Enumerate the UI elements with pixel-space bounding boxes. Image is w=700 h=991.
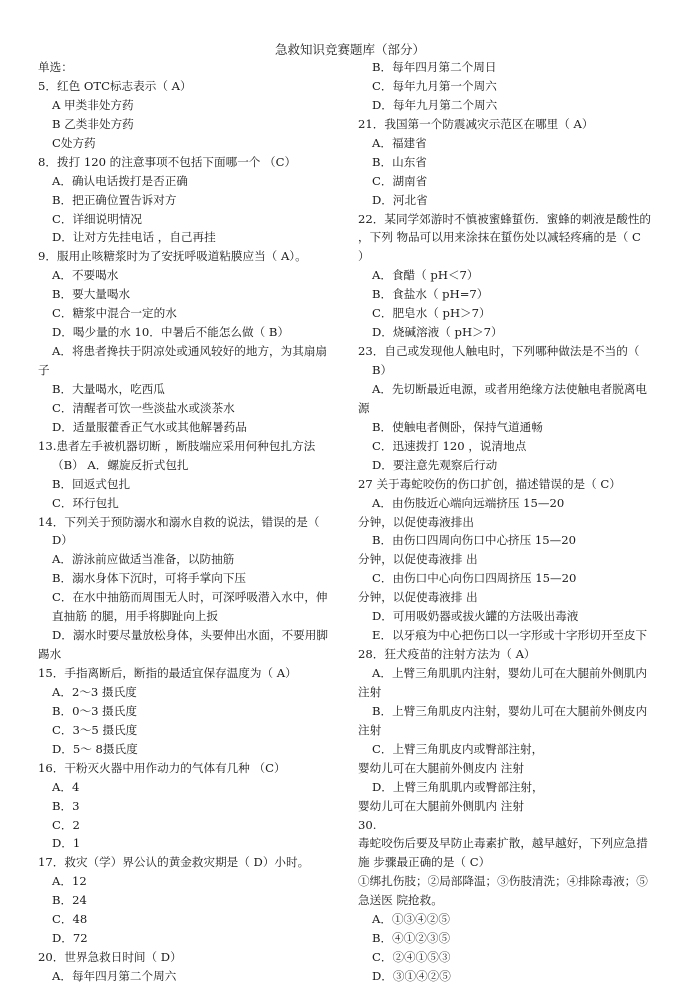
option-line: A．先切断最近电源，或者用绝缘方法使触电者脱离电 xyxy=(372,381,648,396)
question-line: 30. xyxy=(358,817,377,832)
question-line: 21．我国第一个防震减灾示范区在哪里（ A） xyxy=(358,116,594,131)
text-line: 注射 xyxy=(358,722,382,737)
option-line: A．游泳前应做适当准备，以防抽筋 xyxy=(52,552,235,567)
right-column xyxy=(358,58,658,986)
option-line: A．每年四月第二个周六 xyxy=(52,969,177,983)
question-line: 17．救灾（学）界公认的黄金救灾期是（ D）小时。 xyxy=(38,855,310,870)
option-line: D．喝少量的水 10．中暑后不能怎么做（ B） xyxy=(52,325,290,340)
text-line: 毒蛇咬伤后要及早防止毒素扩散，越早越好，下列应急措 xyxy=(358,836,648,851)
question-line: 13.患者左手被机器切断 ，断肢端应采用何种包扎方法 xyxy=(38,438,316,453)
option-line: B．使触电者侧卧，保持气道通畅 xyxy=(372,419,543,434)
option-line: B．要大量喝水 xyxy=(52,287,131,302)
text-line: 婴幼儿可在大腿前外侧皮内 注射 xyxy=(358,760,524,775)
question-line: 5．红色 OTC标志表示（ A） xyxy=(38,78,192,93)
option-line: D．适量服藿香正气水或其他解暑药品 xyxy=(52,419,247,434)
option-line: A 甲类非处方药 xyxy=(52,97,134,112)
page-title: 急救知识竞赛题库（部分） xyxy=(274,42,425,57)
option-line: C．在水中抽筋而周围无人时，可深呼吸潜入水中，伸 xyxy=(52,590,328,605)
option-line: C．由伤口中心向伤口四周挤压 15—20 xyxy=(372,571,577,586)
option-line: C．②④①⑤③ xyxy=(372,950,451,965)
question-line: 16．干粉灭火器中用作动力的气体有几种 （C） xyxy=(38,760,286,775)
text-line: 分钟，以促使毒液排出 xyxy=(358,514,474,529)
text-line: 分钟，以促使毒液排 出 xyxy=(358,552,478,567)
question-line: 23．自己或发现他人触电时，下列哪种做法是不当的（ xyxy=(358,344,640,359)
option-line: E．以牙痕为中心把伤口以一字形或十字形切开至皮下 xyxy=(372,628,648,643)
option-line: B．食盐水（ pH=7） xyxy=(372,287,489,302)
option-line: B．溺水身体下沉时，可将手掌向下压 xyxy=(52,571,247,586)
question-line: 22．某同学郊游时不慎被蜜蜂蜇伤．蜜蜂的刺液是酸性的 xyxy=(358,211,652,226)
option-line: A．食醋（ pH＜7） xyxy=(372,268,479,283)
option-line: A．由伤肢近心端向远端挤压 15—20 xyxy=(372,495,565,510)
option-line: A．①③④②⑤ xyxy=(372,912,450,927)
option-line: D．河北省 xyxy=(372,192,428,207)
option-line: C．糖浆中混合一定的水 xyxy=(52,306,177,321)
option-line: C处方药 xyxy=(52,135,96,150)
option-line: D．上臂三角肌肌内或臀部注射， xyxy=(372,779,544,794)
option-line: D．要注意先观察后行动 xyxy=(372,457,498,472)
text-line: ，下列 物品可以用来涂抹在蜇伤处以减轻疼痛的是（ C xyxy=(358,230,641,245)
question-line: 14．下列关于预防溺水和溺水自救的说法，错误的是（ xyxy=(38,514,320,529)
option-line: （B） A．螺旋反折式包扎 xyxy=(52,457,189,472)
question-line: 9．服用止咳糖浆时为了安抚呼吸道粘膜应当（ A）。 xyxy=(38,249,307,264)
option-line: C．清醒者可饮一些淡盐水或淡茶水 xyxy=(52,400,235,415)
option-line: D．烧碱溶液（ pH＞7） xyxy=(372,325,503,340)
option-line: B） xyxy=(372,363,393,377)
option-line: C．迅速拨打 120 ，说清地点 xyxy=(372,438,527,453)
option-line: B．把正确位置告诉对方 xyxy=(52,192,177,207)
option-line: A．2～3 摄氏度 xyxy=(52,684,137,699)
option-line: B．由伤口四周向伤口中心挤压 15—20 xyxy=(372,533,577,548)
option-line: C．上臂三角肌皮内或臀部注射， xyxy=(372,741,544,756)
option-line: D．溺水时要尽量放松身体，头要伸出水面，不要用脚 xyxy=(52,628,328,643)
option-line: A．4 xyxy=(52,779,80,794)
option-line: A．不要喝水 xyxy=(52,268,119,283)
option-line: A．将患者搀扶于阴凉处或通风较好的地方，为其扇扇 xyxy=(52,344,328,359)
text-line: 踢水 xyxy=(38,647,62,662)
option-line: A．确认电话拨打是否正确 xyxy=(52,173,188,188)
option-line: D．每年九月第二个周六 xyxy=(372,97,498,112)
question-line: 27 关于毒蛇咬伤的伤口扩创，描述错误的是（ C） xyxy=(358,476,621,491)
question-line: 28．狂犬疫苗的注射方法为（ A） xyxy=(358,647,536,662)
option-line: D．③①④②⑤ xyxy=(372,969,451,983)
option-line: B．24 xyxy=(52,893,87,908)
option-line: B 乙类非处方药 xyxy=(52,116,134,131)
option-line: A．上臂三角肌肌内注射，婴幼儿可在大腿前外侧肌内 xyxy=(372,666,648,680)
option-line: D．可用吸奶器或拔火罐的方法吸出毒液 xyxy=(372,609,579,624)
option-line: C．详细说明情况 xyxy=(52,211,143,226)
text-line: 注射 xyxy=(358,684,382,699)
option-line: B．④①②③⑤ xyxy=(372,931,451,946)
option-line: A．12 xyxy=(52,874,87,889)
option-line: B．上臂三角肌皮内注射，婴幼儿可在大腿前外侧皮内 xyxy=(372,703,648,718)
question-line: 20．世界急救日时间（ D） xyxy=(38,950,182,965)
text-line: 婴幼儿可在大腿前外侧肌内 注射 xyxy=(358,798,524,813)
option-line: B．每年四月第二个周日 xyxy=(372,60,497,74)
option-line: C．3～5 摄氏度 xyxy=(52,722,138,737)
text-line: ） xyxy=(358,249,370,264)
option-line: B．大量喝水，吃西瓜 xyxy=(52,381,165,396)
text-line: 施 步骤最正确的是（ C） xyxy=(358,855,491,870)
option-line: C．肥皂水（ pH＞7） xyxy=(372,306,491,321)
left-column xyxy=(38,58,338,986)
option-line: C．环行包扎 xyxy=(52,495,119,510)
option-line: B．山东省 xyxy=(372,154,427,169)
text-line: 急送医 院抢救。 xyxy=(358,893,443,908)
option-line: 直抽筋 的腿，用手将脚趾向上扳 xyxy=(52,609,218,624)
option-line: B．回返式包扎 xyxy=(52,476,131,491)
text-line: ①绑扎伤肢；②局部降温；③伤肢清洗；④排除毒液；⑤ xyxy=(358,874,648,889)
text-line: 子 xyxy=(38,363,50,377)
option-line: C．2 xyxy=(52,817,80,832)
option-line: C．每年九月第一个周六 xyxy=(372,78,497,93)
question-line: 8．拨打 120 的注意事项不包括下面哪一个 （C） xyxy=(38,154,297,169)
option-line: A．福建省 xyxy=(372,135,427,150)
option-line: B．0～3 摄氏度 xyxy=(52,703,137,718)
option-line: D．1 xyxy=(52,836,81,851)
text-line: 源 xyxy=(358,400,370,415)
option-line: C．48 xyxy=(52,912,88,927)
option-line: D） xyxy=(52,533,73,548)
text-line: 单选： xyxy=(38,60,73,74)
option-line: D．72 xyxy=(52,931,88,946)
text-line: 分钟，以促使毒液排 出 xyxy=(358,590,478,605)
question-line: 15．手指离断后，断指的最适宜保存温度为（ A） xyxy=(38,666,297,680)
option-line: B．3 xyxy=(52,798,80,813)
option-line: D．5～ 8摄氏度 xyxy=(52,741,138,756)
option-line: D．让对方先挂电话 ，自己再挂 xyxy=(52,230,216,245)
option-line: C．湖南省 xyxy=(372,173,428,188)
